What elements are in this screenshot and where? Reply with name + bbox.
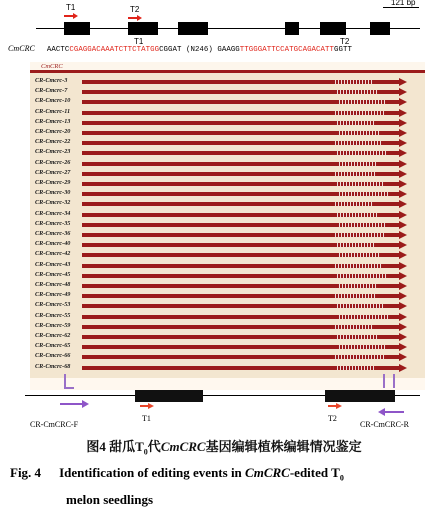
alignment-row [30,301,425,311]
read-end-arrow [399,160,407,168]
primer-r-arrow [378,408,404,416]
gene-line [36,28,420,29]
sample-label: CR-Cmcrc-20 [35,128,71,135]
read-end-arrow [399,180,407,188]
target-sequence [8,44,352,54]
sample-label: CR-Cmcrc-62 [35,332,71,339]
read-end-arrow [399,292,407,300]
read-end-arrow [399,221,407,229]
read-mismatch-region [337,121,375,125]
read-mismatch-region [339,192,389,196]
scale-bar [383,7,419,8]
alignment-row [30,138,425,148]
sample-label: CR-Cmcrc-68 [35,362,71,370]
read-end-arrow [399,149,407,157]
read-end-arrow [399,139,407,147]
alignment-row [30,363,425,373]
exon-5 [320,22,346,35]
sample-label: CR-Cmcrc-65 [35,342,71,350]
caption-en-text1: Identification of editing events in [59,465,246,480]
alignment-row [30,118,425,128]
read-mismatch-region [335,294,377,298]
primer-r-marker-v [383,374,385,388]
primer-f-arrow [60,400,89,408]
caption-cn-suffix: 基因编辑植株编辑情况鉴定 [205,439,362,454]
alignment-row [30,108,425,118]
seq-part-3: GGTT [333,46,352,54]
read-mismatch-region [339,253,381,257]
alignment-row [30,240,425,250]
read-end-arrow [399,364,407,372]
alignment-row [30,189,425,199]
alignment-row [30,210,425,220]
alignment-row [30,97,425,107]
sample-label: CR-Cmcrc-32 [35,199,71,207]
read-end-arrow [399,251,407,259]
seq-target-t2: TTGGGATTCCATGCAGACATT [239,46,334,54]
sample-label: CR-Cmcrc-59 [35,321,71,329]
alignment-panel [30,62,425,390]
sample-label: CR-Cmcrc-66 [35,352,71,360]
alignment-row [30,342,425,352]
alignment-row [30,352,425,362]
read-mismatch-region [337,90,379,94]
read-mismatch-region [337,243,375,247]
sample-label: CR-Cmcrc-34 [35,209,71,217]
alignment-row [30,250,425,260]
read-end-arrow [399,170,407,178]
read-mismatch-region [337,182,383,186]
scale-label: 121 bp [391,0,416,7]
caption-cn-mid: 代 [147,439,161,454]
alignment-row [30,332,425,342]
target-t2-label: T2 [130,5,140,14]
reference-label: CmCRC [41,63,63,70]
read-end-arrow [399,211,407,219]
read-mismatch-region [335,264,381,268]
sample-label: CR-Cmcrc-23 [35,148,71,156]
caption-en-fig: Fig. 4 [10,465,42,480]
exon-1 [64,22,90,35]
alignment-row [30,87,425,97]
read-mismatch-region [339,162,377,166]
read-mismatch-region [335,325,373,329]
sample-label: CR-Cmcrc-29 [35,179,71,186]
seq-part-1: AACTC [46,46,70,54]
sample-label: CR-Cmcrc-49 [35,291,71,299]
t2-arrow-lower [328,403,342,409]
read-mismatch-region [337,151,387,155]
primer-f-marker-h [64,387,74,389]
target-t1-label: T1 [66,3,76,12]
alignment-row [30,322,425,332]
figure-caption-en [10,462,440,510]
primer-r-label: CR-CmCRC-R [360,420,409,429]
alignment-row [30,159,425,169]
alignment-row [30,230,425,240]
alignment-row [30,77,425,87]
sample-label: CR-Cmcrc-3 [35,77,68,84]
read-mismatch-region [335,172,377,176]
read-end-arrow [399,241,407,249]
primer-f-label: CR-CmCRC-F [30,420,79,429]
read-mismatch-region [337,274,387,278]
sample-label: CR-Cmcrc-45 [35,270,71,278]
exon-6 [370,22,390,35]
primer-r-marker-v2 [393,374,395,388]
read-mismatch-region [339,345,385,349]
sample-label: CR-Cmcrc-35 [35,219,71,227]
alignment-row [30,199,425,209]
alignment-row [30,281,425,291]
alignment-row [30,271,425,281]
t1-arrow-lower [140,403,154,409]
read-end-arrow [399,313,407,321]
sample-label: CR-Cmcrc-43 [35,260,71,268]
alignment-row [30,312,425,322]
read-mismatch-region [339,284,377,288]
read-end-arrow [399,119,407,127]
read-end-arrow [399,129,407,137]
read-mismatch-region [339,315,389,319]
read-mismatch-region [339,100,385,104]
read-mismatch-region [335,355,385,359]
read-end-arrow [399,200,407,208]
sample-label: CR-Cmcrc-36 [35,230,71,237]
seq-t2-label: T2 [340,37,350,46]
primer-t1-label: T1 [142,414,151,423]
read-mismatch-region [337,304,383,308]
sample-label: CR-Cmcrc-53 [35,301,71,309]
read-end-arrow [399,282,407,290]
alignment-row [30,148,425,158]
target-t2-arrow [128,17,138,19]
seq-part-2: CGGAT (N246) GAAGG [159,46,240,54]
exon-4 [285,22,299,35]
sample-label: CR-Cmcrc-40 [35,240,71,248]
read-end-arrow [399,343,407,351]
read-end-arrow [399,231,407,239]
read-end-arrow [399,109,407,117]
read-mismatch-region [337,213,379,217]
caption-en-text3: melon seedlings [66,491,154,507]
read-end-arrow [399,88,407,96]
exon-2 [128,22,158,35]
sample-label: CR-Cmcrc-55 [35,311,71,319]
seq-t1-label: T1 [134,37,144,46]
sample-label: CR-Cmcrc-27 [35,168,71,176]
alignment-row [30,179,425,189]
caption-en-sub: 0 [339,473,344,483]
read-end-arrow [399,272,407,280]
sample-label: CR-Cmcrc-30 [35,189,71,197]
sample-label: CR-Cmcrc-26 [35,158,71,166]
caption-cn-sub: 0 [143,447,148,457]
read-mismatch-region [335,80,373,84]
target-t1-arrow [64,15,74,17]
reference-bar [30,70,425,73]
read-end-arrow [399,78,407,86]
read-end-arrow [399,262,407,270]
read-mismatch-region [337,335,379,339]
sample-label: CR-Cmcrc-13 [35,117,71,125]
alignment-row [30,291,425,301]
read-mismatch-region [335,111,385,115]
sample-label: CR-Cmcrc-11 [35,107,71,115]
alignment-row [30,261,425,271]
alignment-row [30,169,425,179]
sample-label: CR-Cmcrc-22 [35,138,71,146]
primer-f-marker-v [64,374,66,388]
caption-cn-gene: CmCRC [160,439,206,454]
primer-t2-label: T2 [328,414,337,423]
read-mismatch-region [335,141,381,145]
read-end-arrow [399,98,407,106]
sample-label: CR-Cmcrc-7 [35,87,68,95]
sample-label: CR-Cmcrc-42 [35,250,71,258]
seq-gene-name: CmCRC [8,44,35,53]
read-mismatch-region [339,131,381,135]
sample-label: CR-Cmcrc-10 [35,97,71,105]
figure-caption-cn [0,436,448,457]
read-end-arrow [399,353,407,361]
exon-3 [178,22,208,35]
seq-target-t1: CGAGGACAAATCTTCTATGG [69,46,160,54]
primer-arrows [0,396,448,418]
read-mismatch-region [339,223,385,227]
read-mismatch-region [337,366,375,370]
read-end-arrow [399,190,407,198]
alignment-footer [30,378,425,390]
alignment-row [30,128,425,138]
read-mismatch-region [335,202,373,206]
caption-en-gene: CmCRC [245,465,290,480]
read-end-arrow [399,302,407,310]
read-mismatch-region [335,233,385,237]
alignment-row [30,220,425,230]
sample-label: CR-Cmcrc-48 [35,281,71,288]
caption-cn-prefix: 图4 甜瓜T [86,439,144,454]
read-end-arrow [399,333,407,341]
caption-en-text2: -edited T [289,465,340,480]
read-end-arrow [399,323,407,331]
